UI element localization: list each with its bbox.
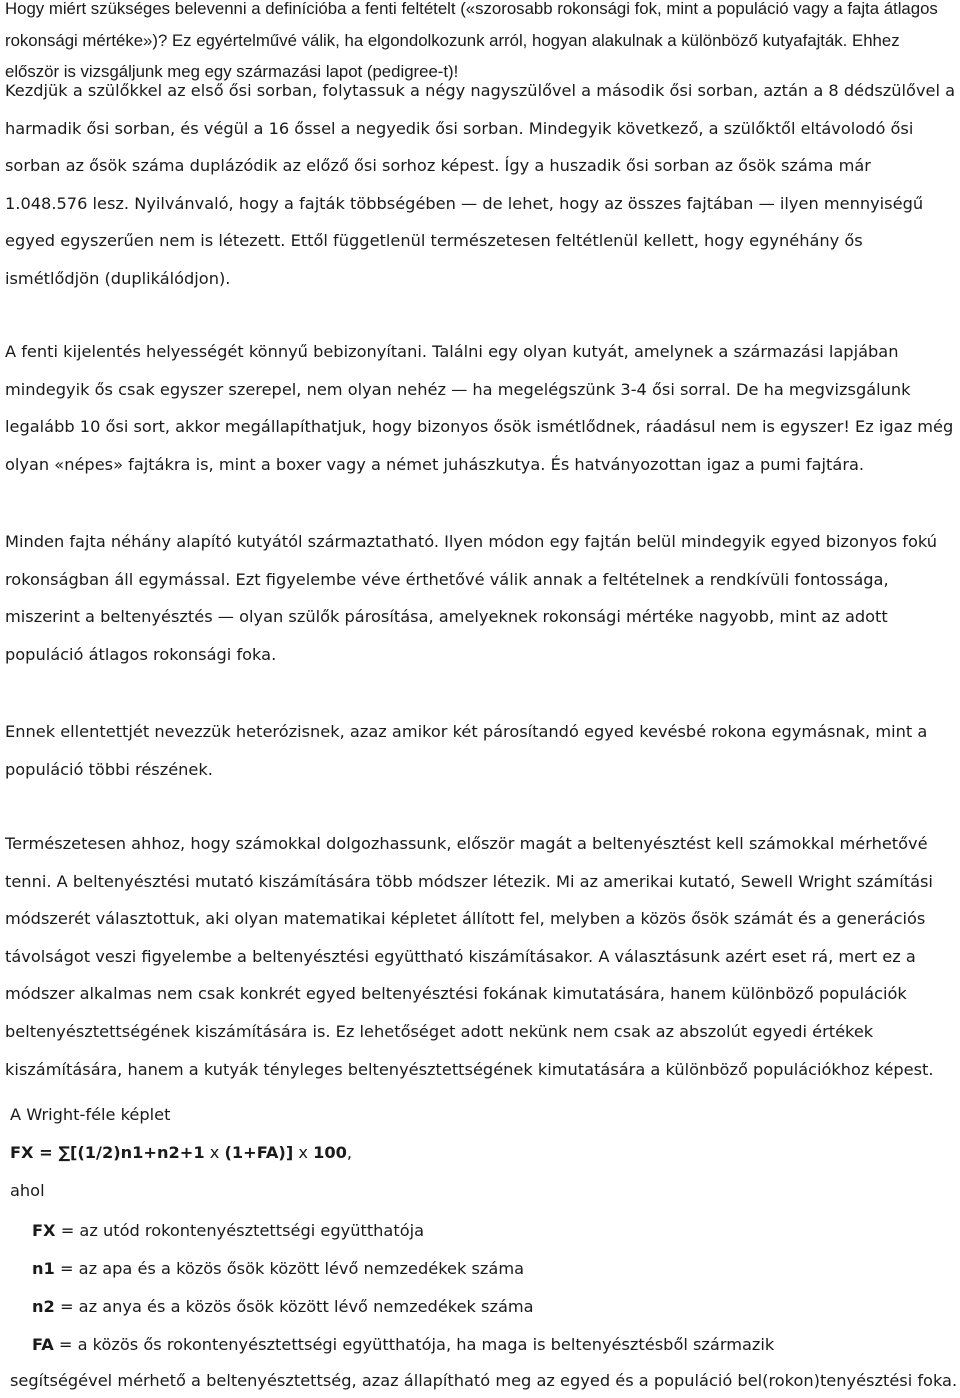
formula-lhs: FX = [10, 1143, 59, 1162]
pedigree-intro-body: Kezdjük a szülőkkel az első ősi sorban, folytassuk a négy nagyszülővel a második ősi sorban, aztán a 8 dédszülővel a harmadik ősi sorban, és végül a 16 őssel a negyedik ősi sorban. Mindegyik következő, a szülőktől eltávolodó ősi sorban az ősök száma duplázódik az előző ősi sorhoz képest. Így a huszadik ősi sorban az ősök száma már 1.048.576 lesz. Nyilvánvaló, hogy a fajták többségében — de lehet, hogy az összes fajtában — ilyen mennyiségű egyed egyszerűen nem is létezett. Ettől függetlenül természetesen feltétlenül kellett, hogy egynéhány ős ismétlődjön (duplikálódjon). [5, 81, 956, 288]
definition-term: FA [32, 1335, 54, 1354]
formula-times-1: x [204, 1143, 225, 1162]
formula-where: ahol [10, 1181, 45, 1200]
definition-item [32, 1326, 774, 1364]
paragraph-founders: Minden fajta néhány alapító kutyától származtatható. Ilyen módon egy fajtán belül mindegyik egyed bizonyos fokú rokonságban áll egymással. Ezt figyelembe véve érthetővé válik annak a feltételnek a rendkívüli fontossága, miszerint a beltenyésztés — olyan szülők párosítása, amelyeknek rokonsági mértéke nagyobb, mint az adott populáció átlagos rokonsági foka. [5, 532, 938, 664]
formula-hundred: 100 [313, 1143, 347, 1162]
formula-factor: (1+FA)] [224, 1143, 294, 1162]
definition-item [32, 1288, 774, 1326]
variable-definitions [32, 1212, 774, 1364]
paragraph-heterosis: Ennek ellentettjét nevezzük heterózisnek, azaz amikor két párosítandó egyed kevésbé rokona egymásnak, mint a populáció többi részének. [5, 722, 928, 779]
formula-comma: , [346, 1143, 353, 1162]
definition-text: = az anya és a közös ősök között lévő nemzedékek száma [54, 1297, 534, 1316]
definition-text: = a közös ős rokontenyésztettségi együtthatója, ha maga is beltenyésztésből származik [53, 1335, 775, 1354]
paragraph-pedigree-body [5, 72, 958, 298]
definition-item [32, 1212, 774, 1250]
definition-text: = az apa és a közös ősök között lévő nemzedékek száma [54, 1259, 525, 1278]
definition-item [32, 1250, 774, 1288]
wright-formula [10, 1136, 352, 1170]
definition-text: = az utód rokontenyésztettségi együtthatója [55, 1221, 425, 1240]
formula-title: A Wright-féle képlet [10, 1105, 171, 1124]
paragraph-proof: A fenti kijelentés helyességét könnyű bebizonyítani. Találni egy olyan kutyát, amelynek a származási lapjában mindegyik ős csak egyszer szerepel, nem olyan nehéz — ha megelégszünk 3-4 ősi sorral. De ha megvizsgálunk legalább 10 ősi sort, akkor megállapíthatjuk, hogy bizonyos ősök ismétlődnek, ráadásul nem is egyszer! Ez igaz még olyan «népes» fajtákra is, mint a boxer vagy a német juhászkutya. És hatványozottan igaz a pumi fajtára. [5, 342, 954, 474]
formula-times-2: x [293, 1143, 314, 1162]
definition-term: n1 [32, 1259, 55, 1278]
formula-sum: ∑[(1/2)n1+n2+1 [58, 1143, 205, 1162]
paragraph-wright-method: Természetesen ahhoz, hogy számokkal dolgozhassunk, először magát a beltenyésztést kell számokkal mérhetővé tenni. A beltenyésztési mutató kiszámítására több módszer létezik. Mi az amerikai kutató, Sewell Wright számítási módszerét választottuk, aki olyan matematikai képletet állított fel, melyben a közös ősök számát és a generációs távolságot veszi figyelembe a beltenyésztési együttható kiszámításakor. A választásunk azért eset rá, mert ez a módszer alkalmas nem csak konkrét egyed beltenyésztési fokának kimutatására, hanem különböző populációk beltenyésztettségének kiszámítására is. Ez lehetőséget adott nekünk nem csak az abszolút egyedi értékek kiszámítására, hanem a kutyák tényleges beltenyésztettségének kimutatására a különböző populációkhoz képest. [5, 834, 934, 1079]
closing-line: segítségével mérhető a beltenyésztettség, azaz állapítható meg az egyed és a populáció bel(rokon)tenyésztési foka. [10, 1371, 958, 1390]
definition-term: FX [32, 1221, 56, 1240]
definition-term: n2 [32, 1297, 55, 1316]
pedigree-intro-lead: Hogy miért szükséges belevenni a definícióba a fenti feltételt («szorosabb rokonsági fok, mint a populáció vagy a fajta átlagos rokonsági mértéke»)? Ez egyértelművé válik, ha elgondolkozunk arról, hogyan alakulnak a különböző kutyafajták. Ehhez először is vizsgáljunk meg egy származási lapot (pedigree-t)! [5, 0, 938, 81]
